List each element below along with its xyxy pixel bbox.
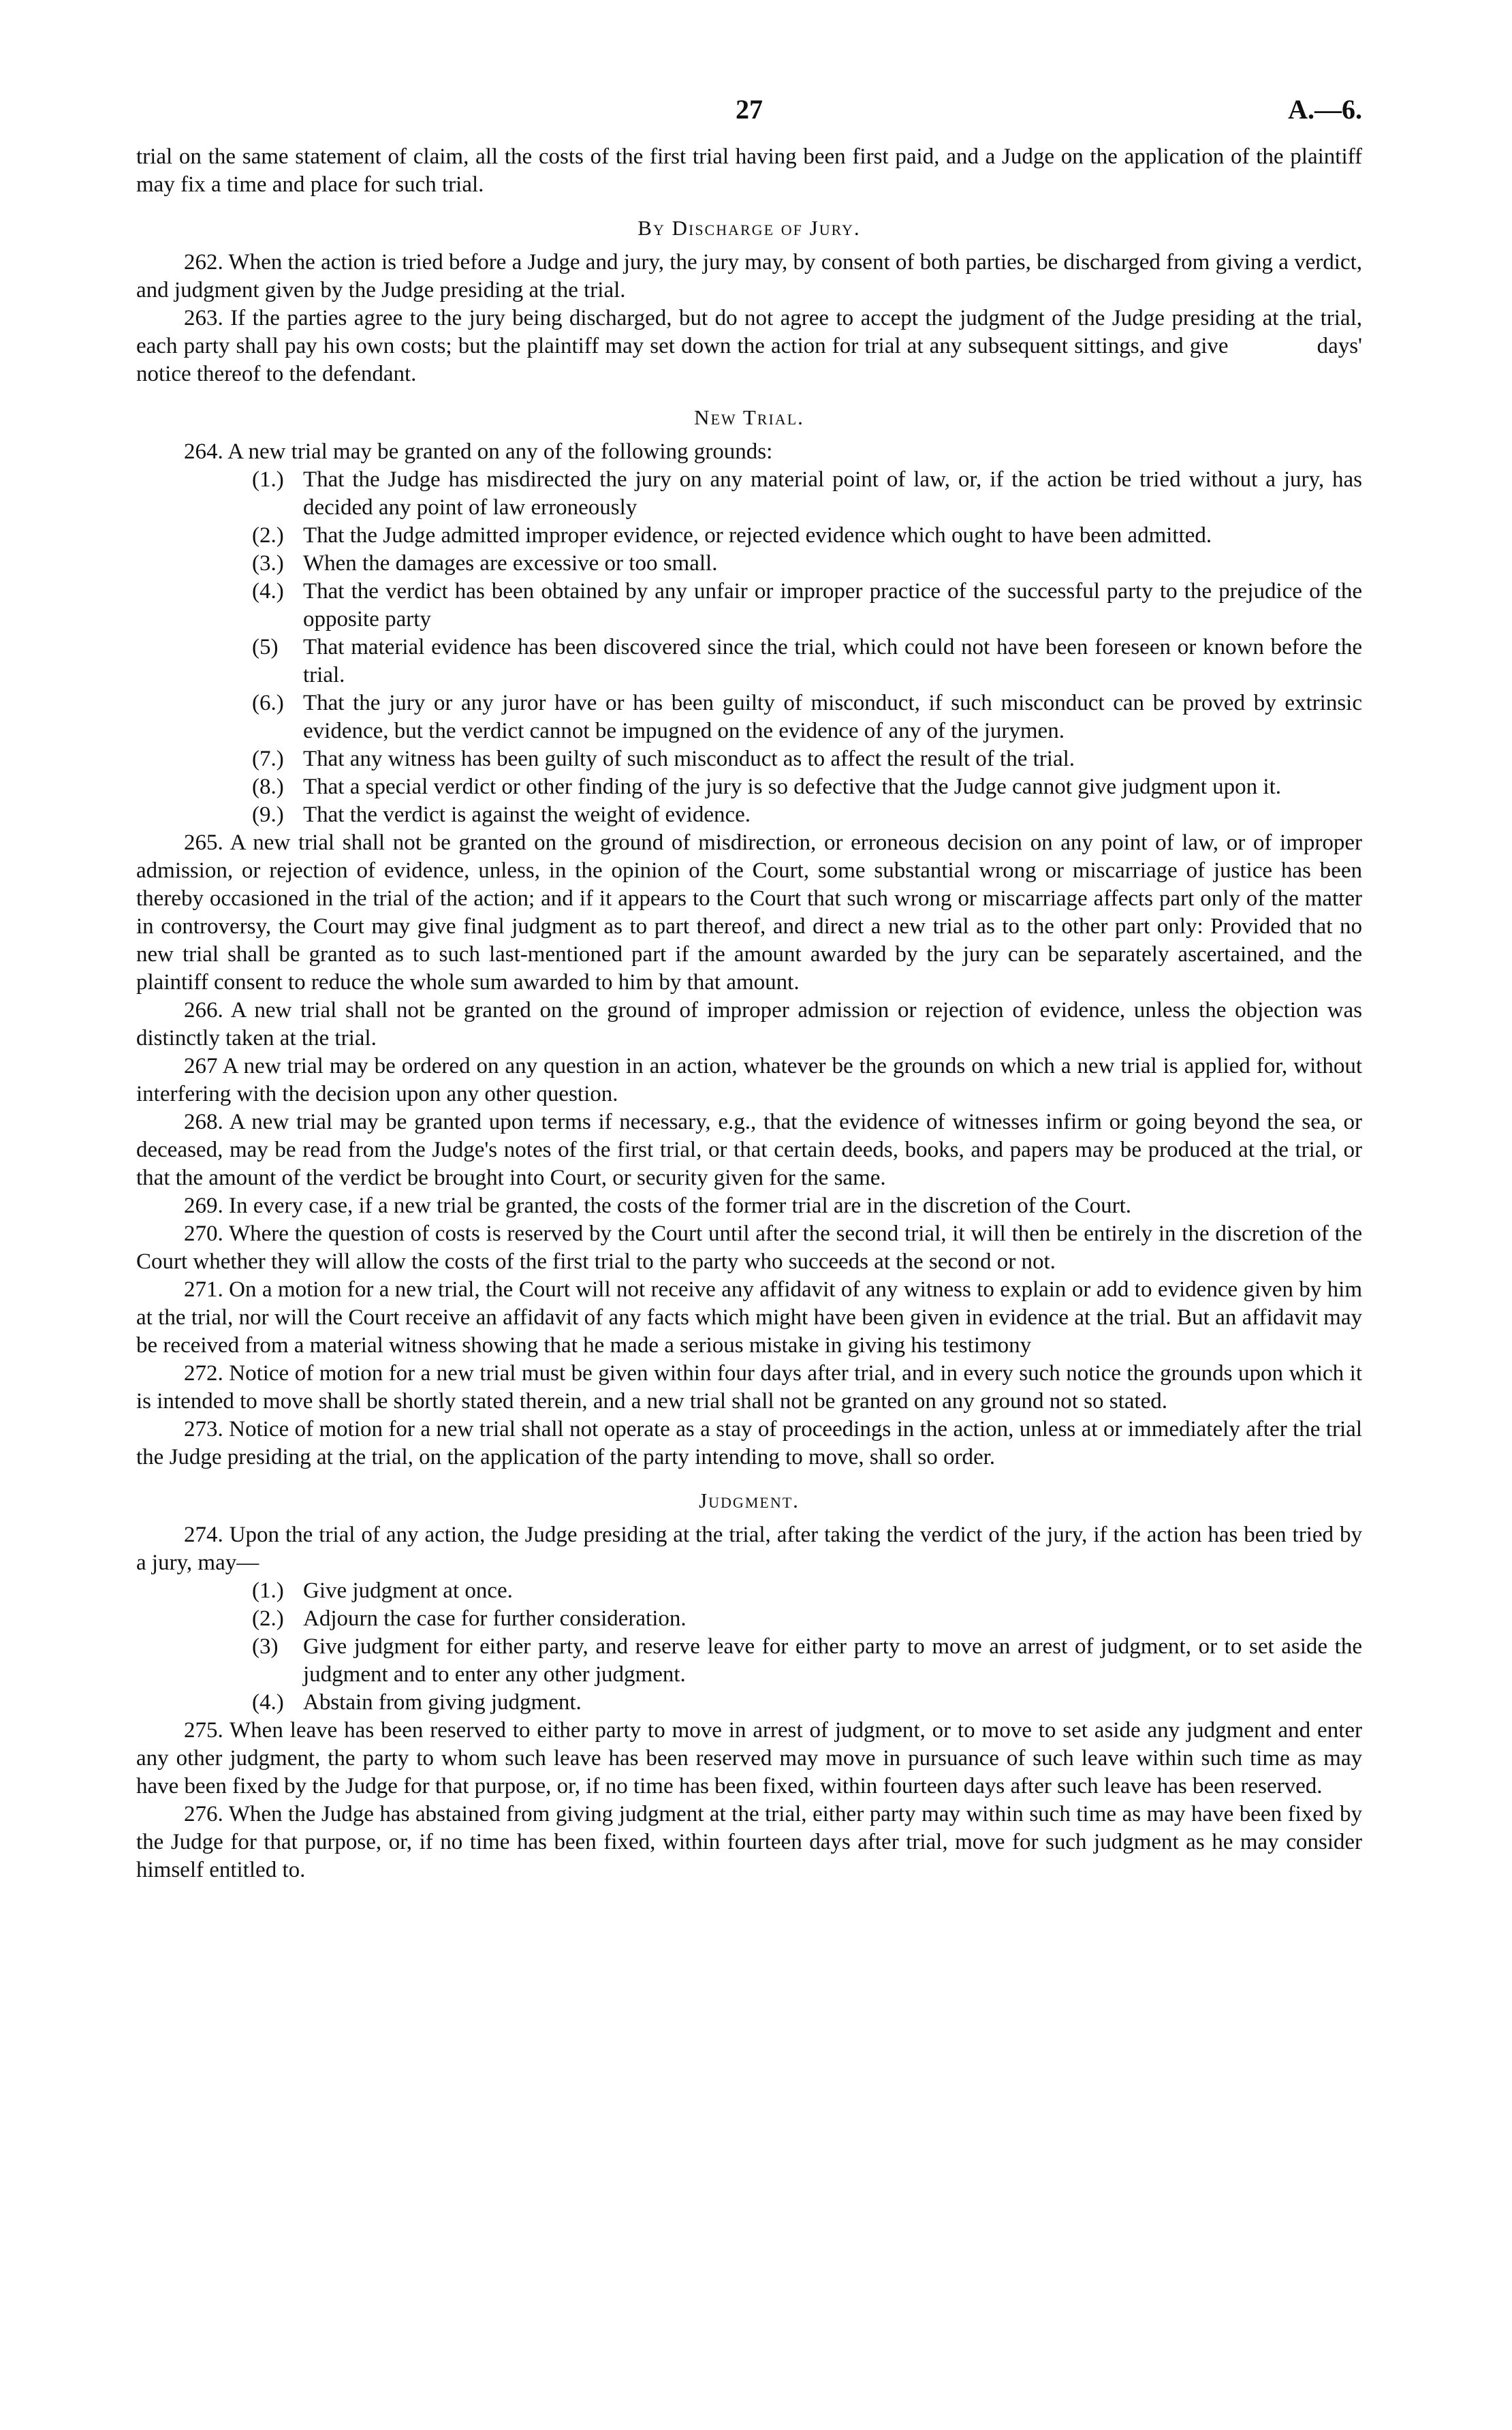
- paragraph-266: 266. A new trial shall not be granted on the ground of improper admission or rejection of evidence, unless the objection was distinctly taken at the trial.: [136, 998, 1362, 1050]
- ground-number: (8.): [252, 775, 284, 799]
- paragraph-272: 272. Notice of motion for a new trial must be given within four days after trial, and in every such notice the grounds upon which it is intended to move shall be shortly stated therein, and a new trial shall not be granted on any ground not so stated.: [136, 1361, 1362, 1414]
- ground-number: (6.): [252, 691, 284, 715]
- option-item: [136, 1689, 1362, 1717]
- option-number: (2.): [252, 1606, 284, 1631]
- paragraph-275: 275. When leave has been reserved to either party to move in arrest of judgment, or to move to set aside any judgment and enter any other judgment, the party to whom such leave has been reserved may move in pursuance of such leave within such time as may have been fixed by the Judge for that purpose, or, if no time has been fixed, within fourteen days after such leave has been reserved.: [136, 1718, 1362, 1798]
- ground-item: [136, 745, 1362, 773]
- ground-item: [136, 466, 1362, 522]
- paragraph-273: 273. Notice of motion for a new trial shall not operate as a stay of proceedings in the action, unless at or immediately after the trial the Judge presiding at the trial, on the application of the party intending to move, shall so order.: [136, 1417, 1362, 1469]
- ground-text: That the Judge admitted improper evidence, or rejected evidence which ought to have been admitted.: [303, 523, 1212, 548]
- paragraph-265: 265. A new trial shall not be granted on the ground of misdirection, or erroneous decision on any point of law, or of improper admission, or rejection of evidence, unless, in the opinion of the Court, some substantial wrong or miscarriage of justice has been thereby occasioned in the trial of the action; and if it appears to the Court that such wrong or miscarriage affects part only of the matter in controversy, the Court may give final judgment as to part thereof, and direct a new trial as to the other part only: Provided that no new trial shall be granted as to such last-mentioned part if the amount awarded by the jury can be separately ascertained, and the plaintiff consent to reduce the whole sum awarded to him by that amount.: [136, 830, 1362, 995]
- option-item: [136, 1577, 1362, 1605]
- series-code: A.—6.: [1288, 94, 1362, 125]
- paragraph-264: 264. A new trial may be granted on any of the following grounds:: [184, 439, 773, 464]
- paragraph-268: 268. A new trial may be granted upon terms if necessary, e.g., that the evidence of witnesses infirm or going beyond the sea, or deceased, may be read from the Judge's notes of the first trial, or that certain deeds, books, and papers may be produced at the trial, or that the amount of the verdict be brought into Court, or security given for the same.: [136, 1110, 1362, 1190]
- ground-text: That the Judge has misdirected the jury on any material point of law, or, if the action be tried without a jury, has decided any point of law erroneously: [303, 467, 1362, 520]
- section-heading-new-trial: New Trial.: [694, 405, 804, 429]
- option-text: Give judgment for either party, and reserve leave for either party to move an arrest of judgment, or to set aside the judgment and to enter any other judgment.: [303, 1634, 1362, 1687]
- ground-number: (1.): [252, 467, 284, 492]
- paragraph-267: 267 A new trial may be ordered on any question in an action, whatever be the grounds on which a new trial is applied for, without interfering with the decision upon any other question.: [136, 1054, 1362, 1106]
- ground-text: That the verdict is against the weight of evidence.: [303, 803, 751, 827]
- document-page: [136, 95, 1362, 1884]
- ground-number: (9.): [252, 803, 284, 827]
- ground-number: (7.): [252, 747, 284, 771]
- option-text: Adjourn the case for further consideration.: [303, 1606, 687, 1631]
- paragraph-270: 270. Where the question of costs is reserved by the Court until after the second trial, it will then be entirely in the discretion of the Court whether they will allow the costs of the first trial to the party who succeeds at the second or not.: [136, 1221, 1362, 1274]
- ground-item: [136, 689, 1362, 745]
- section-heading-discharge-of-jury: By Discharge of Jury.: [637, 216, 861, 240]
- section-heading-judgment: Judgment.: [699, 1489, 800, 1512]
- paragraph-271: 271. On a motion for a new trial, the Court will not receive any affidavit of any witness to explain or add to evidence given by him at the trial, nor will the Court receive an affidavit of any facts which might have been given in evidence at the trial. But an affidavit may be received from a material witness showing that he made a serious mistake in giving his testimony: [136, 1277, 1362, 1358]
- option-text: Abstain from giving judgment.: [303, 1690, 582, 1715]
- option-item: [136, 1605, 1362, 1633]
- option-number: (1.): [252, 1578, 284, 1603]
- option-item: [136, 1633, 1362, 1689]
- option-number: (3): [252, 1634, 279, 1659]
- continuation-paragraph: trial on the same statement of claim, all the costs of the first trial having been first paid, and a Judge on the application of the plaintiff may fix a time and place for such trial.: [136, 144, 1362, 197]
- ground-number: (5): [252, 635, 279, 659]
- ground-text: When the damages are excessive or too small.: [303, 551, 718, 576]
- ground-item: [136, 522, 1362, 550]
- ground-text: That the verdict has been obtained by any unfair or improper practice of the successful party to the prejudice of the opposite party: [303, 579, 1362, 632]
- page-number: 27: [736, 94, 763, 125]
- ground-number: (2.): [252, 523, 284, 548]
- paragraph-263-text: 263. If the parties agree to the jury being discharged, but do not agree to accept the judgment of the Judge presiding at the trial, each party shall pay his own costs; but the plaintiff may set down the action for trial at any subsequent sittings, and give: [136, 306, 1362, 358]
- ground-text: That material evidence has been discovered since the trial, which could not have been foreseen or known before the trial.: [303, 635, 1362, 687]
- ground-item: [136, 773, 1362, 801]
- ground-item: [136, 801, 1362, 829]
- ground-item: [136, 550, 1362, 578]
- paragraph-263: [136, 305, 1362, 388]
- ground-number: (4.): [252, 579, 284, 604]
- ground-item: [136, 578, 1362, 634]
- paragraph-263-tail: days' notice thereof to the defendant.: [136, 334, 1362, 386]
- paragraph-274: 274. Upon the trial of any action, the Judge presiding at the trial, after taking the verdict of the jury, if the action has been tried by a jury, may—: [136, 1523, 1362, 1575]
- option-number: (4.): [252, 1690, 284, 1715]
- ground-text: That any witness has been guilty of such misconduct as to affect the result of the trial.: [303, 747, 1075, 771]
- ground-number: (3.): [252, 551, 284, 576]
- ground-text: That the jury or any juror have or has been guilty of misconduct, if such misconduct can be proved by extrinsic evidence, but the verdict cannot be impugned on the evidence of any of the jurymen.: [303, 691, 1362, 743]
- paragraph-262: 262. When the action is tried before a Judge and jury, the jury may, by consent of both parties, be discharged from giving a verdict, and judgment given by the Judge presiding at the trial.: [136, 250, 1362, 302]
- paragraph-276: 276. When the Judge has abstained from giving judgment at the trial, either party may within such time as may have been fixed by the Judge for that purpose, or, if no time has been fixed, within fourteen days after trial, move for such judgment as he may consider himself entitled to.: [136, 1802, 1362, 1882]
- option-text: Give judgment at once.: [303, 1578, 513, 1603]
- ground-item: [136, 634, 1362, 689]
- ground-text: That a special verdict or other finding of the jury is so defective that the Judge cannot give judgment upon it.: [303, 775, 1282, 799]
- paragraph-269: 269. In every case, if a new trial be granted, the costs of the former trial are in the discretion of the Court.: [184, 1194, 1131, 1218]
- page-header: [136, 95, 1362, 143]
